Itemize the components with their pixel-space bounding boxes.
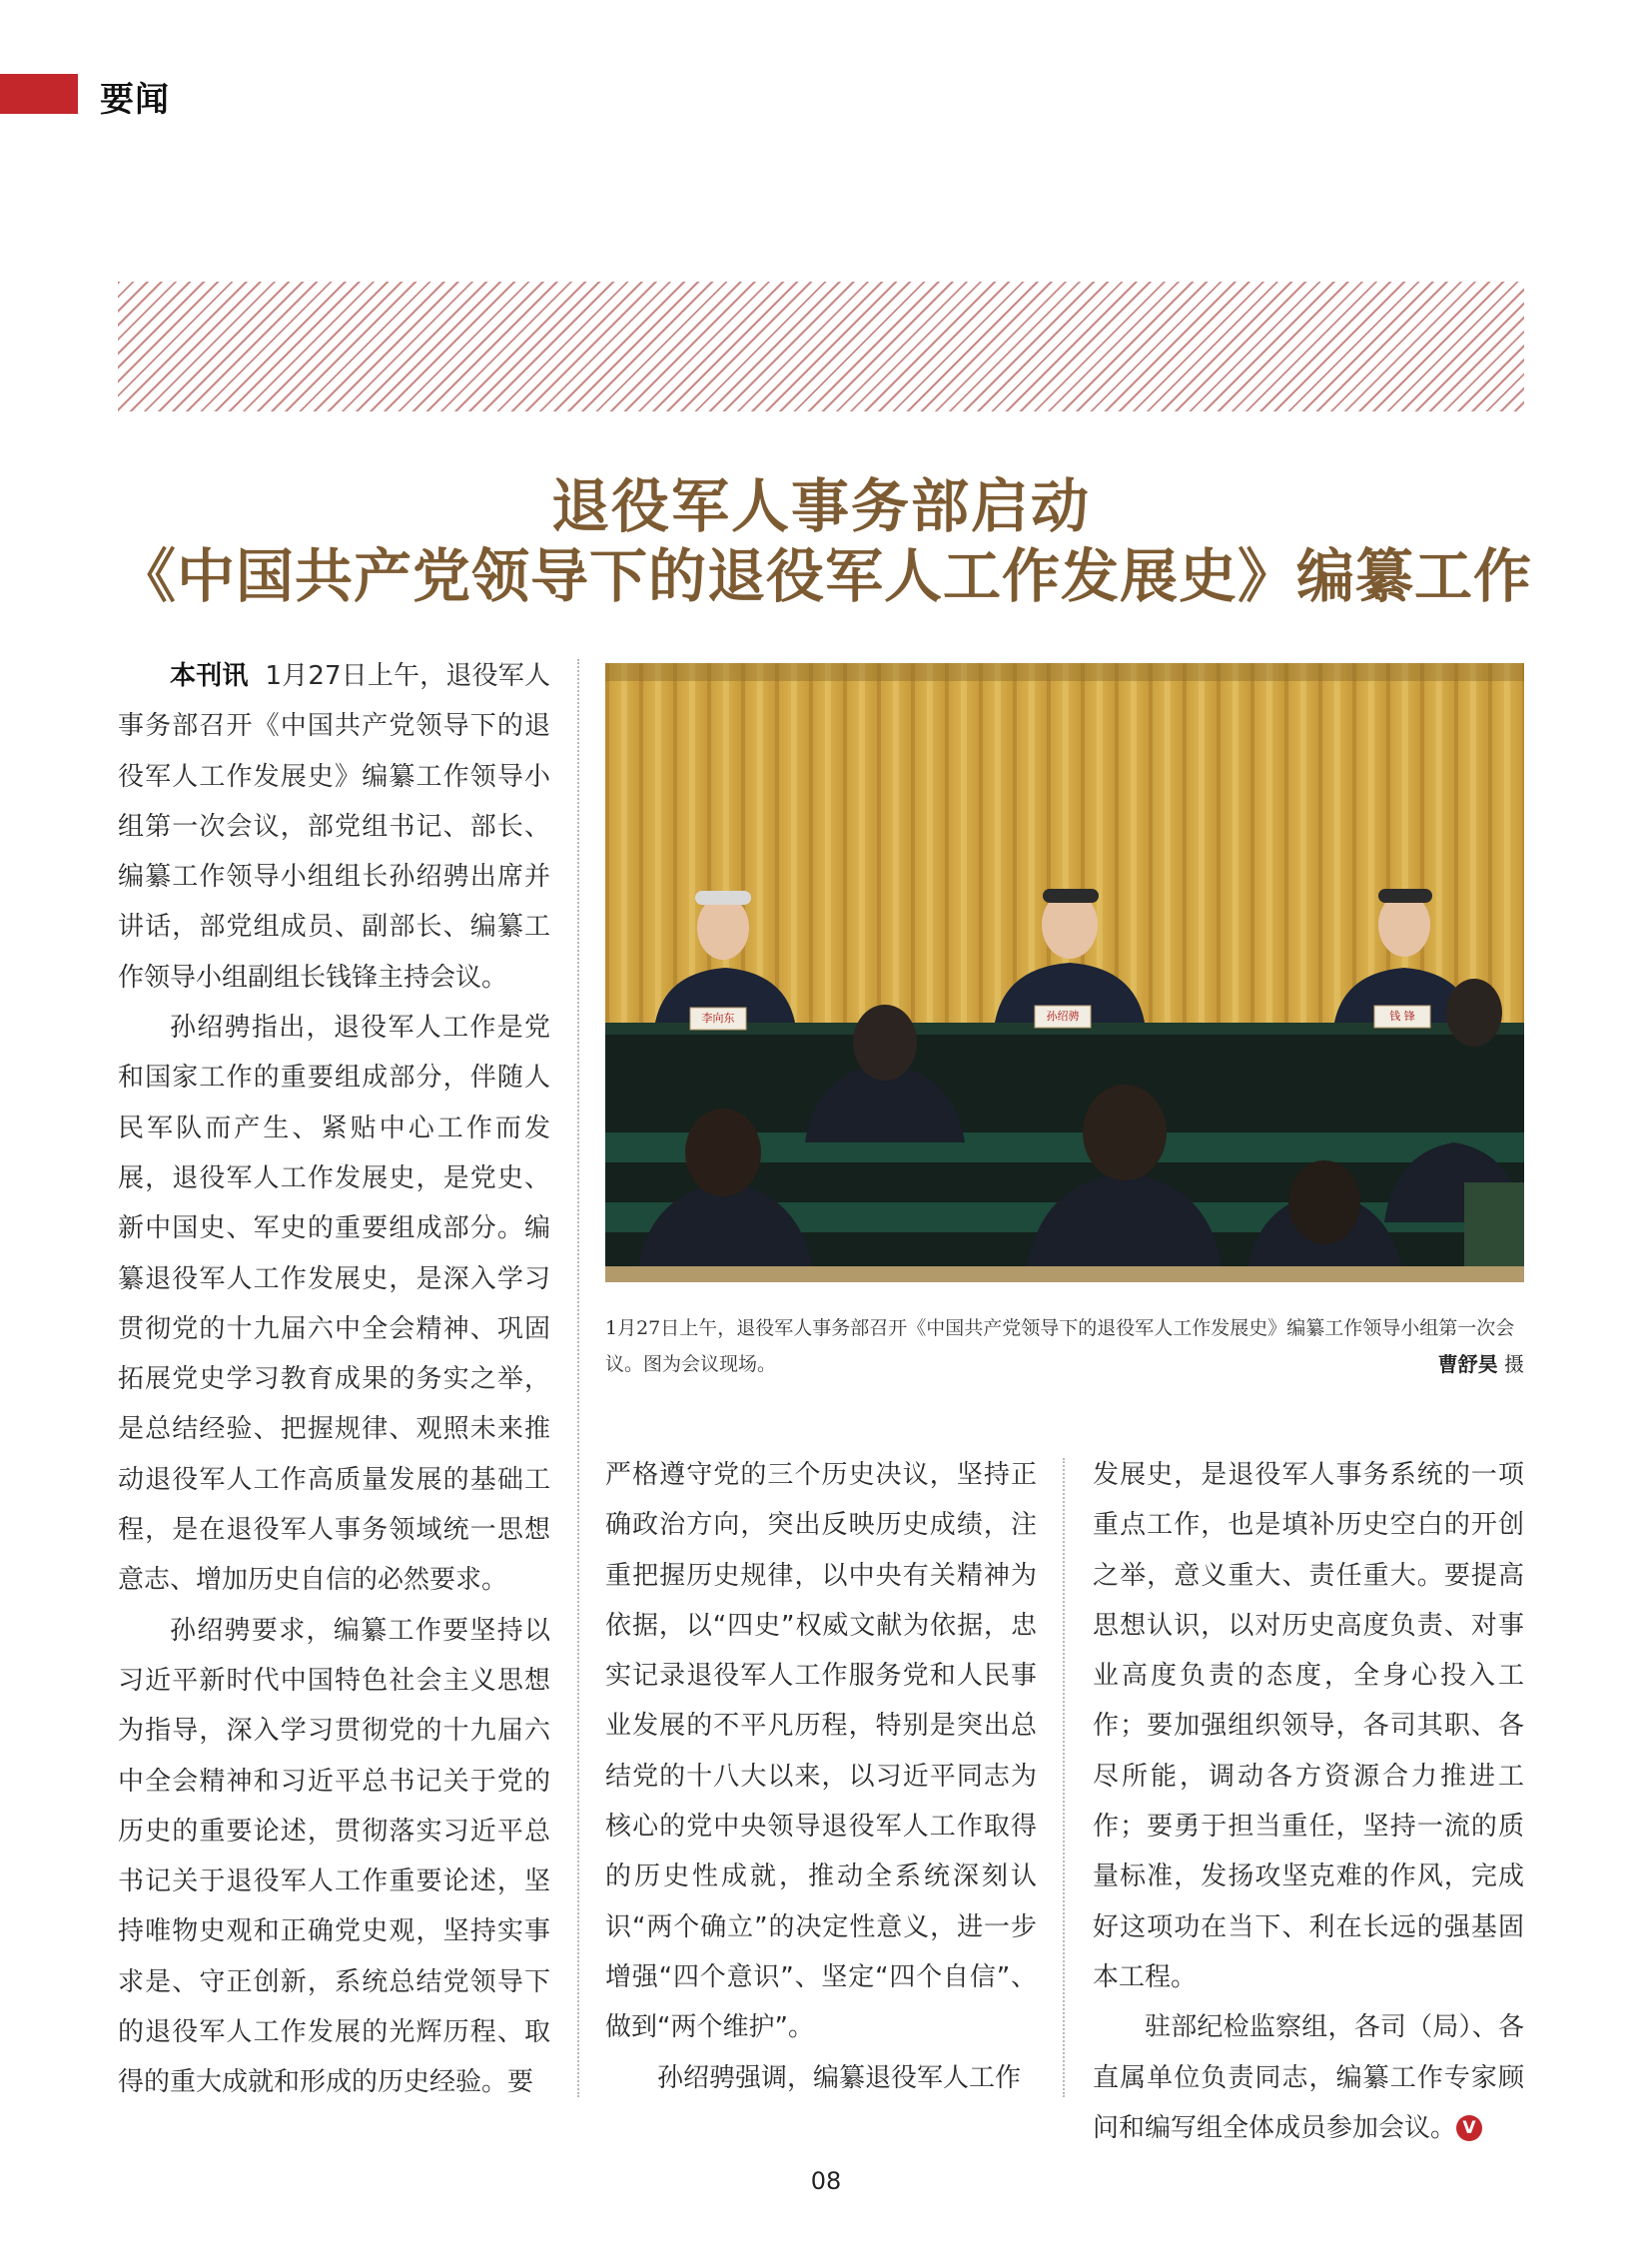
decorative-hatch-banner [118, 282, 1524, 411]
paragraph-4: 孙绍骋强调，编纂退役军人工作 [657, 2062, 1022, 2093]
paragraph-3-continued: 严格遵守党的三个历史决议，坚持正确政治方向，突出反映历史成绩，注重把握历史规律，以中央有关精神为依据，以“四史”权威文献为依据，忠实记录退役军人工作服务党和人民事业发展的不平凡历程，特别是突出总结党的十八大以来，以习近平同志为核心的党中央领导退役军人工作取得的历史性成就，推动全系统深刻认识“两个确立”的决定性意义，进一步增强“四个意识”、坚定“四个自信”、做到“两个维护”。 [605, 1460, 1037, 2043]
article-column-1 [118, 651, 550, 2108]
section-color-bar [0, 74, 78, 114]
section-label: 要闻 [100, 80, 170, 120]
article-title-line-2: 《中国共产党领导下的退役军人工作发展史》编纂工作 [118, 542, 1533, 610]
credit-suffix: 摄 [1504, 1352, 1524, 1376]
paragraph-1-text: 1月27日上午，退役军人事务部召开《中国共产党领导下的退役军人工作发展史》编纂工作领导小组第一次会议，部党组书记、部长、编纂工作领导小组组长孙绍骋出席并讲话，部党组成员、副部长、编纂工作领导小组副组长钱锋主持会议。 [118, 661, 550, 993]
column-divider [1063, 1458, 1065, 2097]
nameplate: 李向东 [701, 1012, 735, 1025]
nameplate: 钱 锋 [1389, 1010, 1415, 1023]
paragraph-2: 孙绍骋指出，退役军人工作是党和国家工作的重要组成部分，伴随人民军队而产生、紧贴中心工作而发展，退役军人工作发展史，是党史、新中国史、军史的重要组成部分。编纂退役军人工作发展史，是深入学习贯彻党的十九届六中全会精神、巩固拓展党史学习教育成果的务实之举，是总结经验、把握规律、观照未来推动退役军人工作高质量发展的基础工程，是在退役军人事务领域统一思想意志、增加历史自信的必然要求。 [118, 1013, 550, 1596]
article-title-line-1: 退役军人事务部启动 [550, 472, 1091, 540]
lead-label: 本刊讯 [170, 661, 249, 691]
photo-caption: 1月27日上午，退役军人事务部召开《中国共产党领导下的退役军人工作发展史》编纂工作领导小组第一次会议。图为会议现场。 [605, 1317, 1515, 1375]
meeting-photo [605, 663, 1524, 1282]
article-column-2 [605, 1450, 1037, 2103]
page-number: 08 [810, 2167, 842, 2195]
column-divider [577, 659, 579, 2097]
photographer-name: 曹舒昊 [1437, 1352, 1498, 1376]
nameplate: 孙绍骋 [1046, 1010, 1080, 1023]
article-column-3 [1093, 1450, 1524, 2153]
end-mark-icon: V [1456, 2115, 1482, 2141]
paragraph-5 [1093, 2002, 1524, 2153]
paragraph-3: 孙绍骋要求，编纂工作要坚持以习近平新时代中国特色社会主义思想为指导，深入学习贯彻党的十九届六中全会精神和习近平总书记关于党的历史的重要论述，贯彻落实习近平总书记关于退役军人工作重要论述，坚持唯物史观和正确党史观，坚持实事求是、守正创新，系统总结党领导下的退役军人工作发展的光辉历程、取得的重大成就和形成的历史经验。要 [118, 1615, 550, 2098]
paragraph-5-text: 驻部纪检监察组，各司（局）、各直属单位负责同志，编纂工作专家顾问和编写组全体成员参加会议。 [1093, 2012, 1524, 2143]
photo-credit [1298, 1348, 1524, 1377]
paragraph-1 [118, 651, 550, 1003]
paragraph-4-continued: 发展史，是退役军人事务系统的一项重点工作，也是填补历史空白的开创之举，意义重大、责任重大。要提高思想认识，以对历史高度负责、对事业高度负责的态度，全身心投入工作；要加强组织领导，各司其职、各尽所能，调动各方资源合力推进工作；要勇于担当重任，坚持一流的质量标准，发扬攻坚克难的作风，完成好这项功在当下、利在长远的强基固本工程。 [1093, 1460, 1524, 1992]
